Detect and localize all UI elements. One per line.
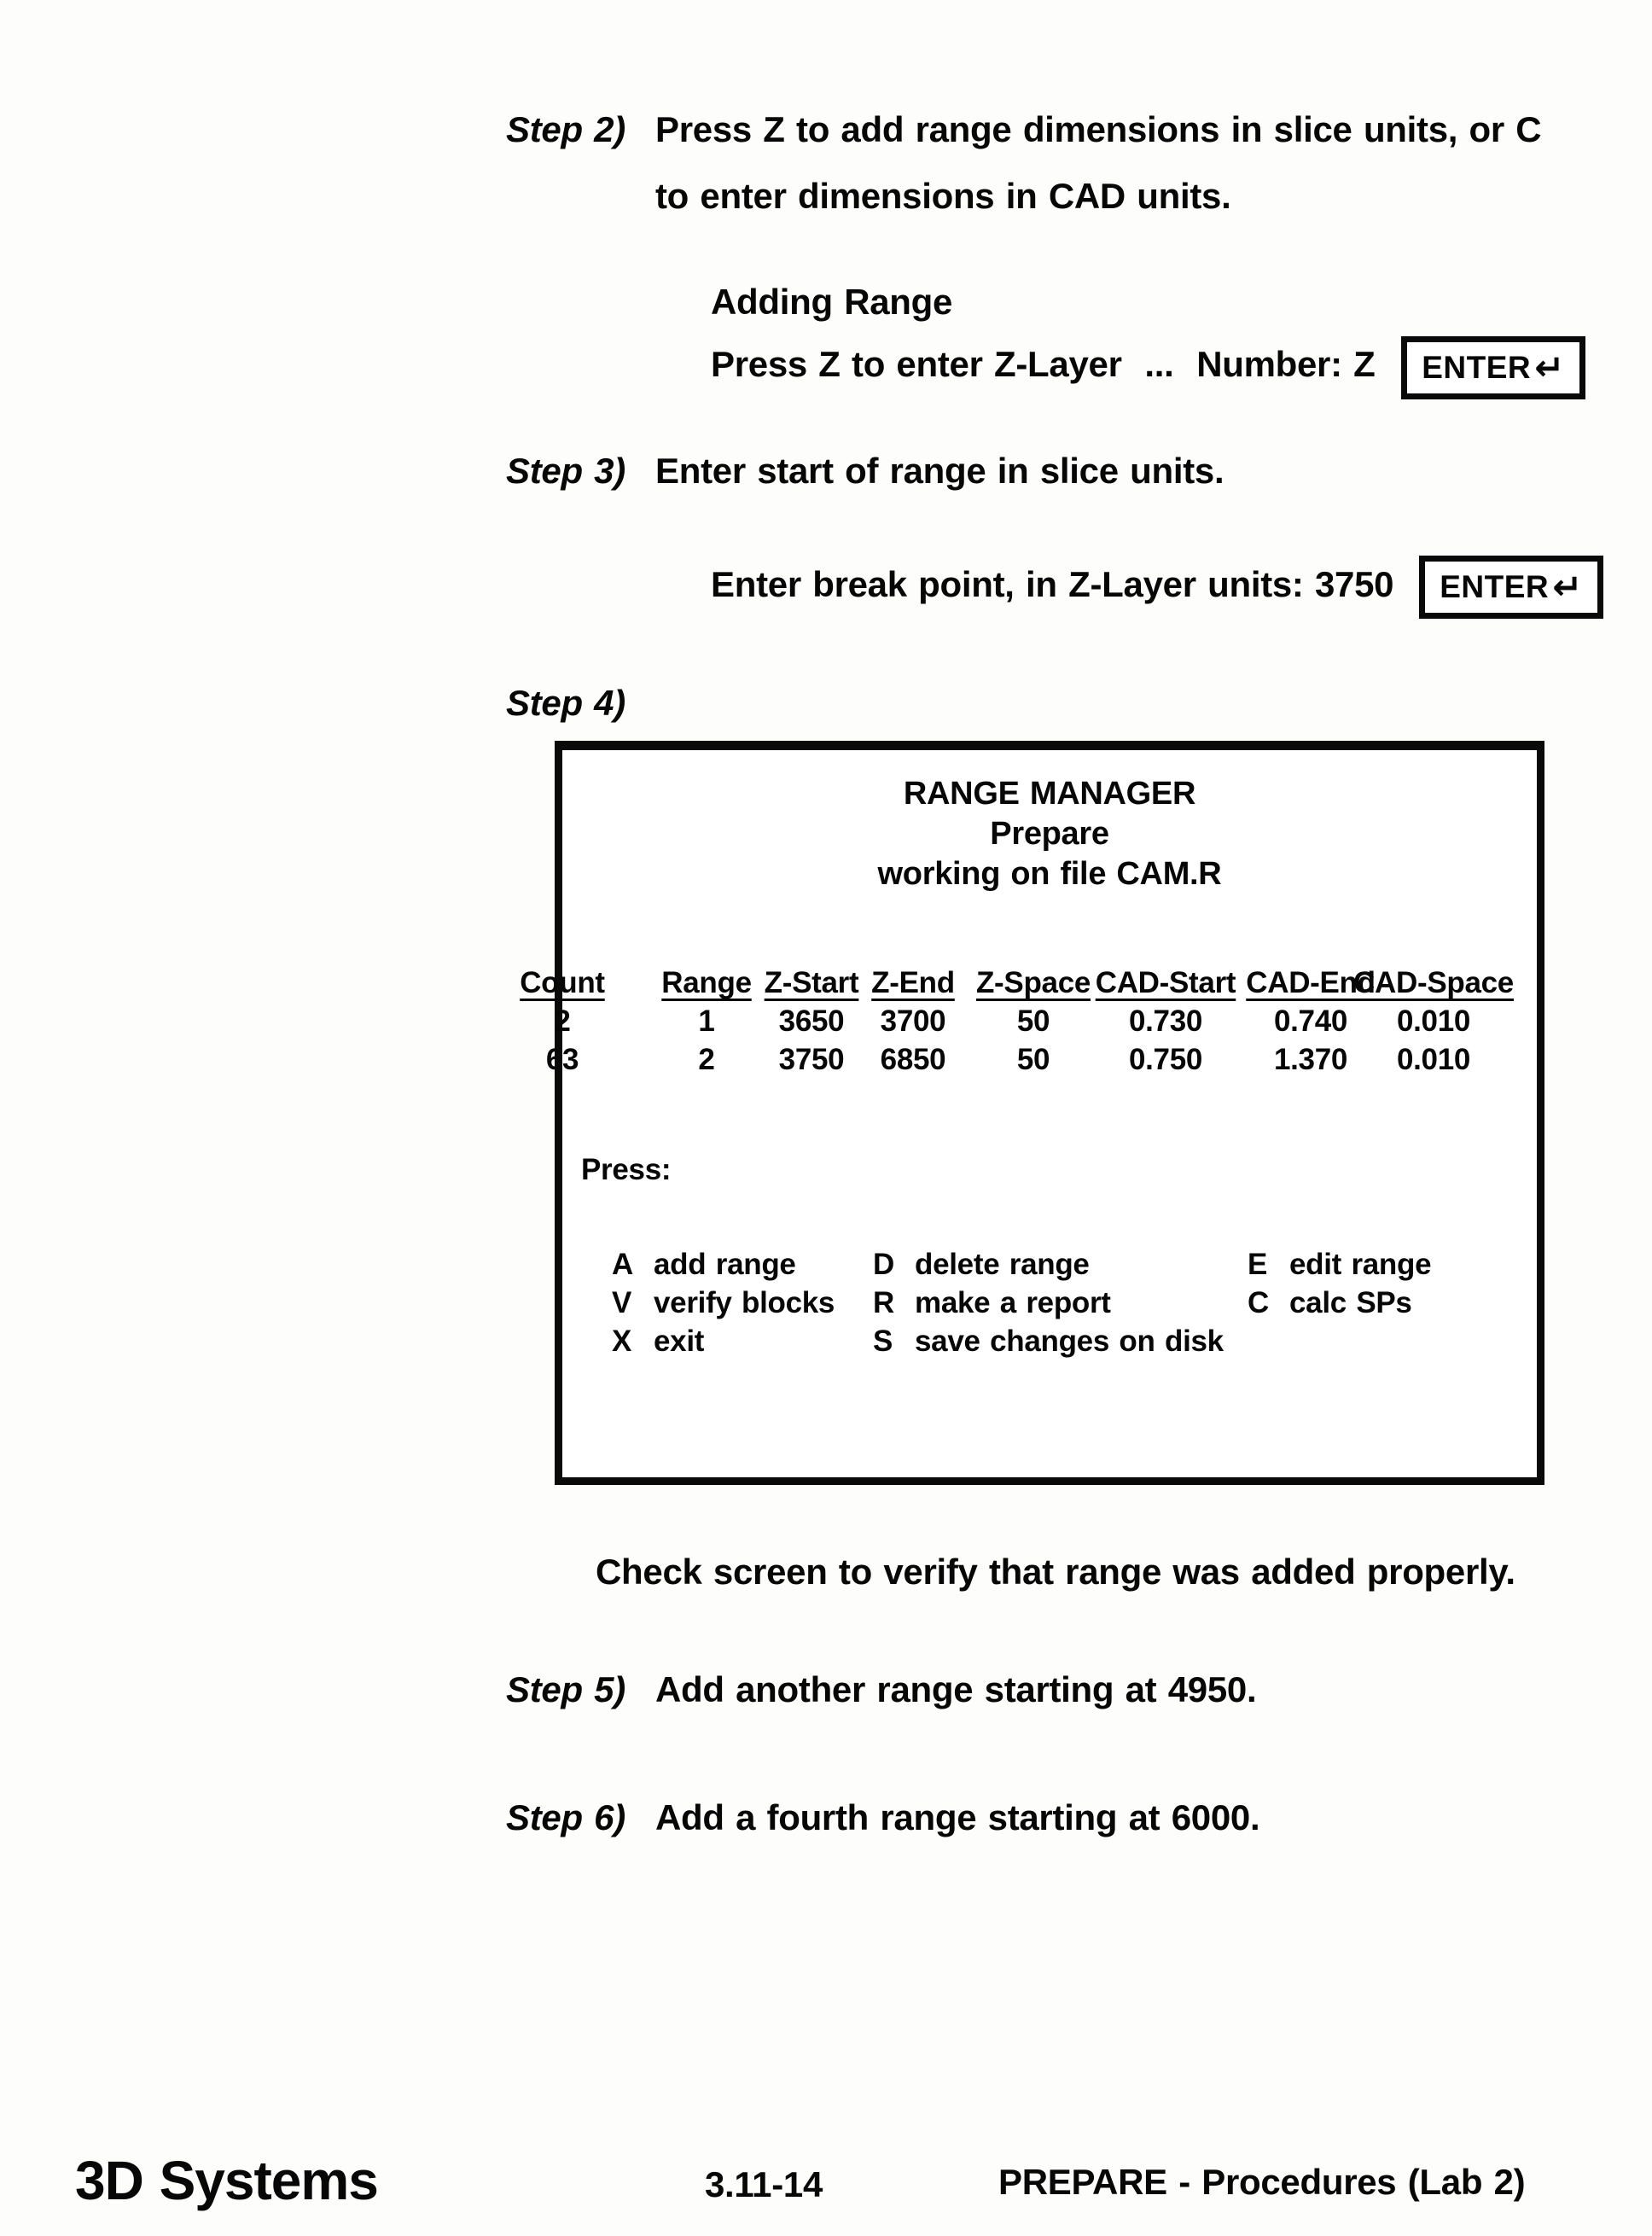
menu-item-label: save changes on disk: [915, 1325, 1224, 1358]
screen-title: RANGE MANAGER: [903, 776, 1196, 812]
table-cell: 0.010: [1396, 1004, 1471, 1038]
table-cell: 3750: [778, 1043, 845, 1076]
adding-range-title: Adding Range: [711, 282, 953, 322]
menu-item-label: calc SPs: [1289, 1286, 1412, 1319]
screen-menu-column-3: [1248, 1245, 1431, 1322]
table-cell: 2: [554, 1004, 571, 1038]
menu-item-label: verify blocks: [654, 1286, 835, 1319]
screen-menu-column-2: [873, 1245, 1224, 1360]
table-column-range: [661, 964, 751, 1079]
step3-label: Step 3): [506, 451, 625, 491]
table-cell: 0.730: [1128, 1004, 1203, 1038]
menu-key: E: [1248, 1248, 1268, 1281]
table-cell: 6850: [880, 1043, 946, 1076]
table-cell: 0.010: [1396, 1043, 1471, 1076]
menu-key: X: [612, 1325, 632, 1358]
table-column-cad-space: [1353, 964, 1514, 1079]
enter-key-label: ENTER: [1440, 569, 1550, 604]
table-column-z-start: [765, 964, 859, 1079]
table-column-cad-start: [1096, 964, 1236, 1079]
menu-key: D: [873, 1248, 894, 1281]
step4-label: Step 4): [506, 683, 625, 723]
step2-line2: to enter dimensions in CAD units.: [655, 176, 1231, 216]
column-header: CAD-End: [1246, 966, 1376, 999]
press-label: Press:: [581, 1153, 672, 1186]
break-point-prompt: Enter break point, in Z-Layer units: 3750: [711, 564, 1394, 604]
column-header: CAD-Space: [1353, 966, 1514, 999]
step2-label: Step 2): [506, 109, 625, 149]
step3-text: Enter start of range in slice units.: [655, 451, 1224, 491]
menu-item-label: edit range: [1289, 1248, 1432, 1281]
enter-key: [1401, 336, 1585, 399]
menu-key: S: [873, 1325, 893, 1358]
table-column-z-end: [871, 964, 955, 1079]
table-cell: 1: [698, 1004, 715, 1038]
enter-key-label: ENTER: [1422, 350, 1532, 385]
table-column-z-space: [976, 964, 1091, 1079]
menu-key: V: [612, 1286, 632, 1319]
table-column-count: [520, 964, 605, 1079]
column-header: Range: [661, 966, 752, 999]
z-layer-prompt: Press Z to enter Z-Layer ... Number: Z: [711, 344, 1376, 384]
table-cell: 2: [698, 1043, 715, 1076]
footer-section-title: PREPARE - Procedures (Lab 2): [998, 2162, 1526, 2202]
table-cell: 3700: [880, 1004, 946, 1038]
return-arrow-icon: ↵: [1534, 346, 1565, 388]
step6-label: Step 6): [506, 1797, 625, 1837]
screen-file-line: working on file CAM.R: [877, 856, 1222, 892]
column-header: Z-End: [871, 966, 955, 999]
check-instruction: Check screen to verify that range was added properly.: [596, 1552, 1515, 1592]
screen-subtitle: Prepare: [990, 816, 1109, 852]
table-cell: 50: [1016, 1043, 1050, 1076]
step5-label: Step 5): [506, 1669, 625, 1709]
menu-key: R: [873, 1286, 894, 1319]
table-cell: 63: [545, 1043, 579, 1076]
column-header: CAD-Start: [1095, 966, 1236, 999]
menu-item-label: delete range: [915, 1248, 1090, 1281]
range-manager-screen: [520, 741, 1544, 1485]
column-header: Z-Start: [764, 966, 859, 999]
menu-key: A: [612, 1248, 633, 1281]
screen-menu-column-1: [612, 1245, 835, 1360]
column-header: Z-Space: [975, 966, 1091, 999]
step2-line1: Press Z to add range dimensions in slice units, or C: [655, 109, 1542, 149]
return-arrow-icon: ↵: [1552, 566, 1583, 608]
menu-item-label: exit: [654, 1325, 705, 1358]
menu-item-label: add range: [654, 1248, 796, 1281]
table-cell: 0.750: [1128, 1043, 1203, 1076]
column-header: Count: [520, 966, 605, 999]
table-cell: 50: [1016, 1004, 1050, 1038]
screen-header: [562, 774, 1537, 894]
enter-key: [1419, 556, 1603, 619]
table-cell: 3650: [778, 1004, 845, 1038]
step5-text: Add another range starting at 4950.: [655, 1669, 1257, 1709]
step6-text: Add a fourth range starting at 6000.: [655, 1797, 1260, 1837]
table-cell: 1.370: [1273, 1043, 1348, 1076]
menu-item-label: make a report: [915, 1286, 1111, 1319]
footer-brand-logo: 3D Systems: [75, 2150, 378, 2211]
menu-key: C: [1248, 1286, 1269, 1319]
table-cell: 0.740: [1273, 1004, 1348, 1038]
footer-page-number: 3.11-14: [705, 2164, 823, 2204]
